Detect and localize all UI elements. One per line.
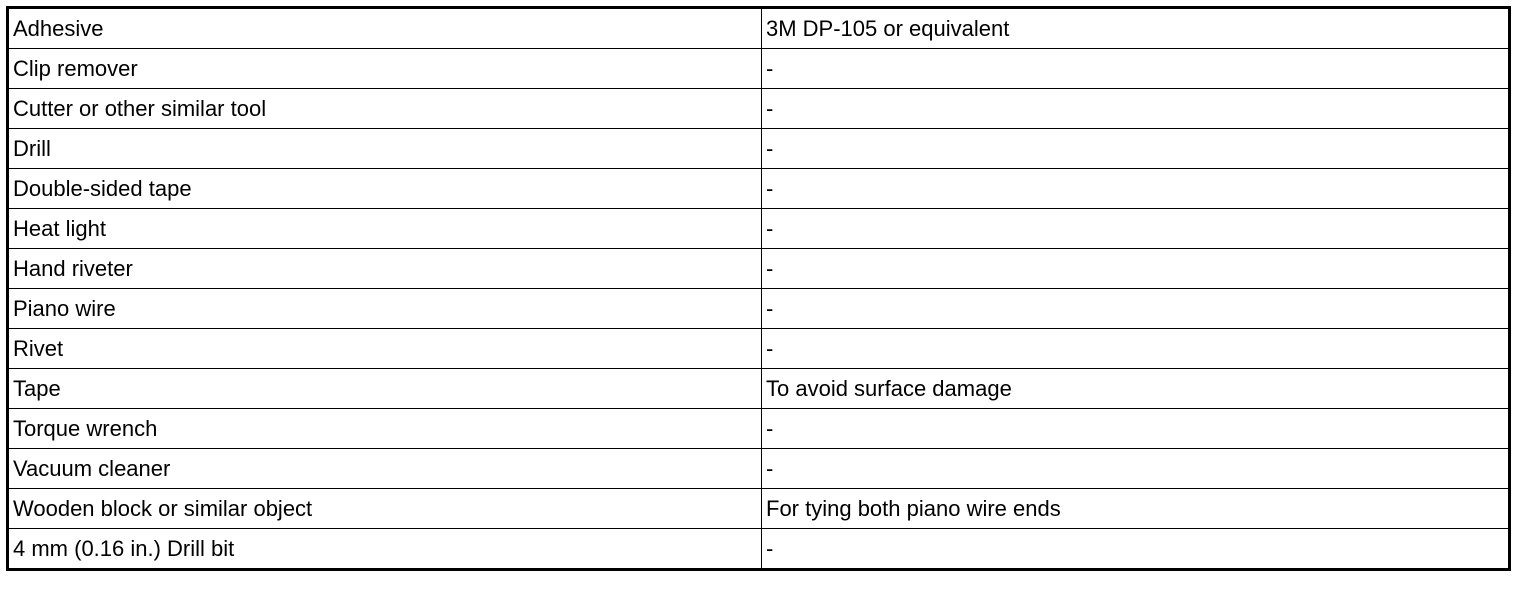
table-row	[8, 49, 1510, 89]
tool-name-cell: Tape	[8, 369, 762, 409]
table-row	[8, 449, 1510, 489]
table-row	[8, 169, 1510, 209]
table-row	[8, 529, 1510, 570]
tool-name-cell: Adhesive	[8, 8, 762, 49]
table-row	[8, 209, 1510, 249]
table-row	[8, 289, 1510, 329]
table-row	[8, 409, 1510, 449]
tool-name-cell: Wooden block or similar object	[8, 489, 762, 529]
table-row	[8, 89, 1510, 129]
tool-name-cell: Double-sided tape	[8, 169, 762, 209]
tool-name-cell: Vacuum cleaner	[8, 449, 762, 489]
tool-note-cell: -	[762, 49, 1510, 89]
tool-note-cell: To avoid surface damage	[762, 369, 1510, 409]
tool-note-cell: -	[762, 329, 1510, 369]
tool-name-cell: Rivet	[8, 329, 762, 369]
tool-note-cell: -	[762, 169, 1510, 209]
table-row	[8, 249, 1510, 289]
tools-table	[6, 6, 1511, 571]
tool-note-cell: -	[762, 209, 1510, 249]
tools-table-body	[8, 8, 1510, 570]
tool-name-cell: Piano wire	[8, 289, 762, 329]
tool-note-cell: -	[762, 289, 1510, 329]
tool-name-cell: Drill	[8, 129, 762, 169]
tool-name-cell: Hand riveter	[8, 249, 762, 289]
tool-name-cell: Cutter or other similar tool	[8, 89, 762, 129]
tool-note-cell: -	[762, 529, 1510, 570]
tool-note-cell: -	[762, 129, 1510, 169]
table-row	[8, 329, 1510, 369]
tool-name-cell: 4 mm (0.16 in.) Drill bit	[8, 529, 762, 570]
table-row	[8, 129, 1510, 169]
tool-note-cell: For tying both piano wire ends	[762, 489, 1510, 529]
tool-name-cell: Torque wrench	[8, 409, 762, 449]
table-row	[8, 8, 1510, 49]
tool-name-cell: Clip remover	[8, 49, 762, 89]
tool-note-cell: -	[762, 249, 1510, 289]
tool-note-cell: 3M DP-105 or equivalent	[762, 8, 1510, 49]
tool-note-cell: -	[762, 89, 1510, 129]
tool-name-cell: Heat light	[8, 209, 762, 249]
table-row	[8, 489, 1510, 529]
table-row	[8, 369, 1510, 409]
tool-note-cell: -	[762, 449, 1510, 489]
tool-note-cell: -	[762, 409, 1510, 449]
